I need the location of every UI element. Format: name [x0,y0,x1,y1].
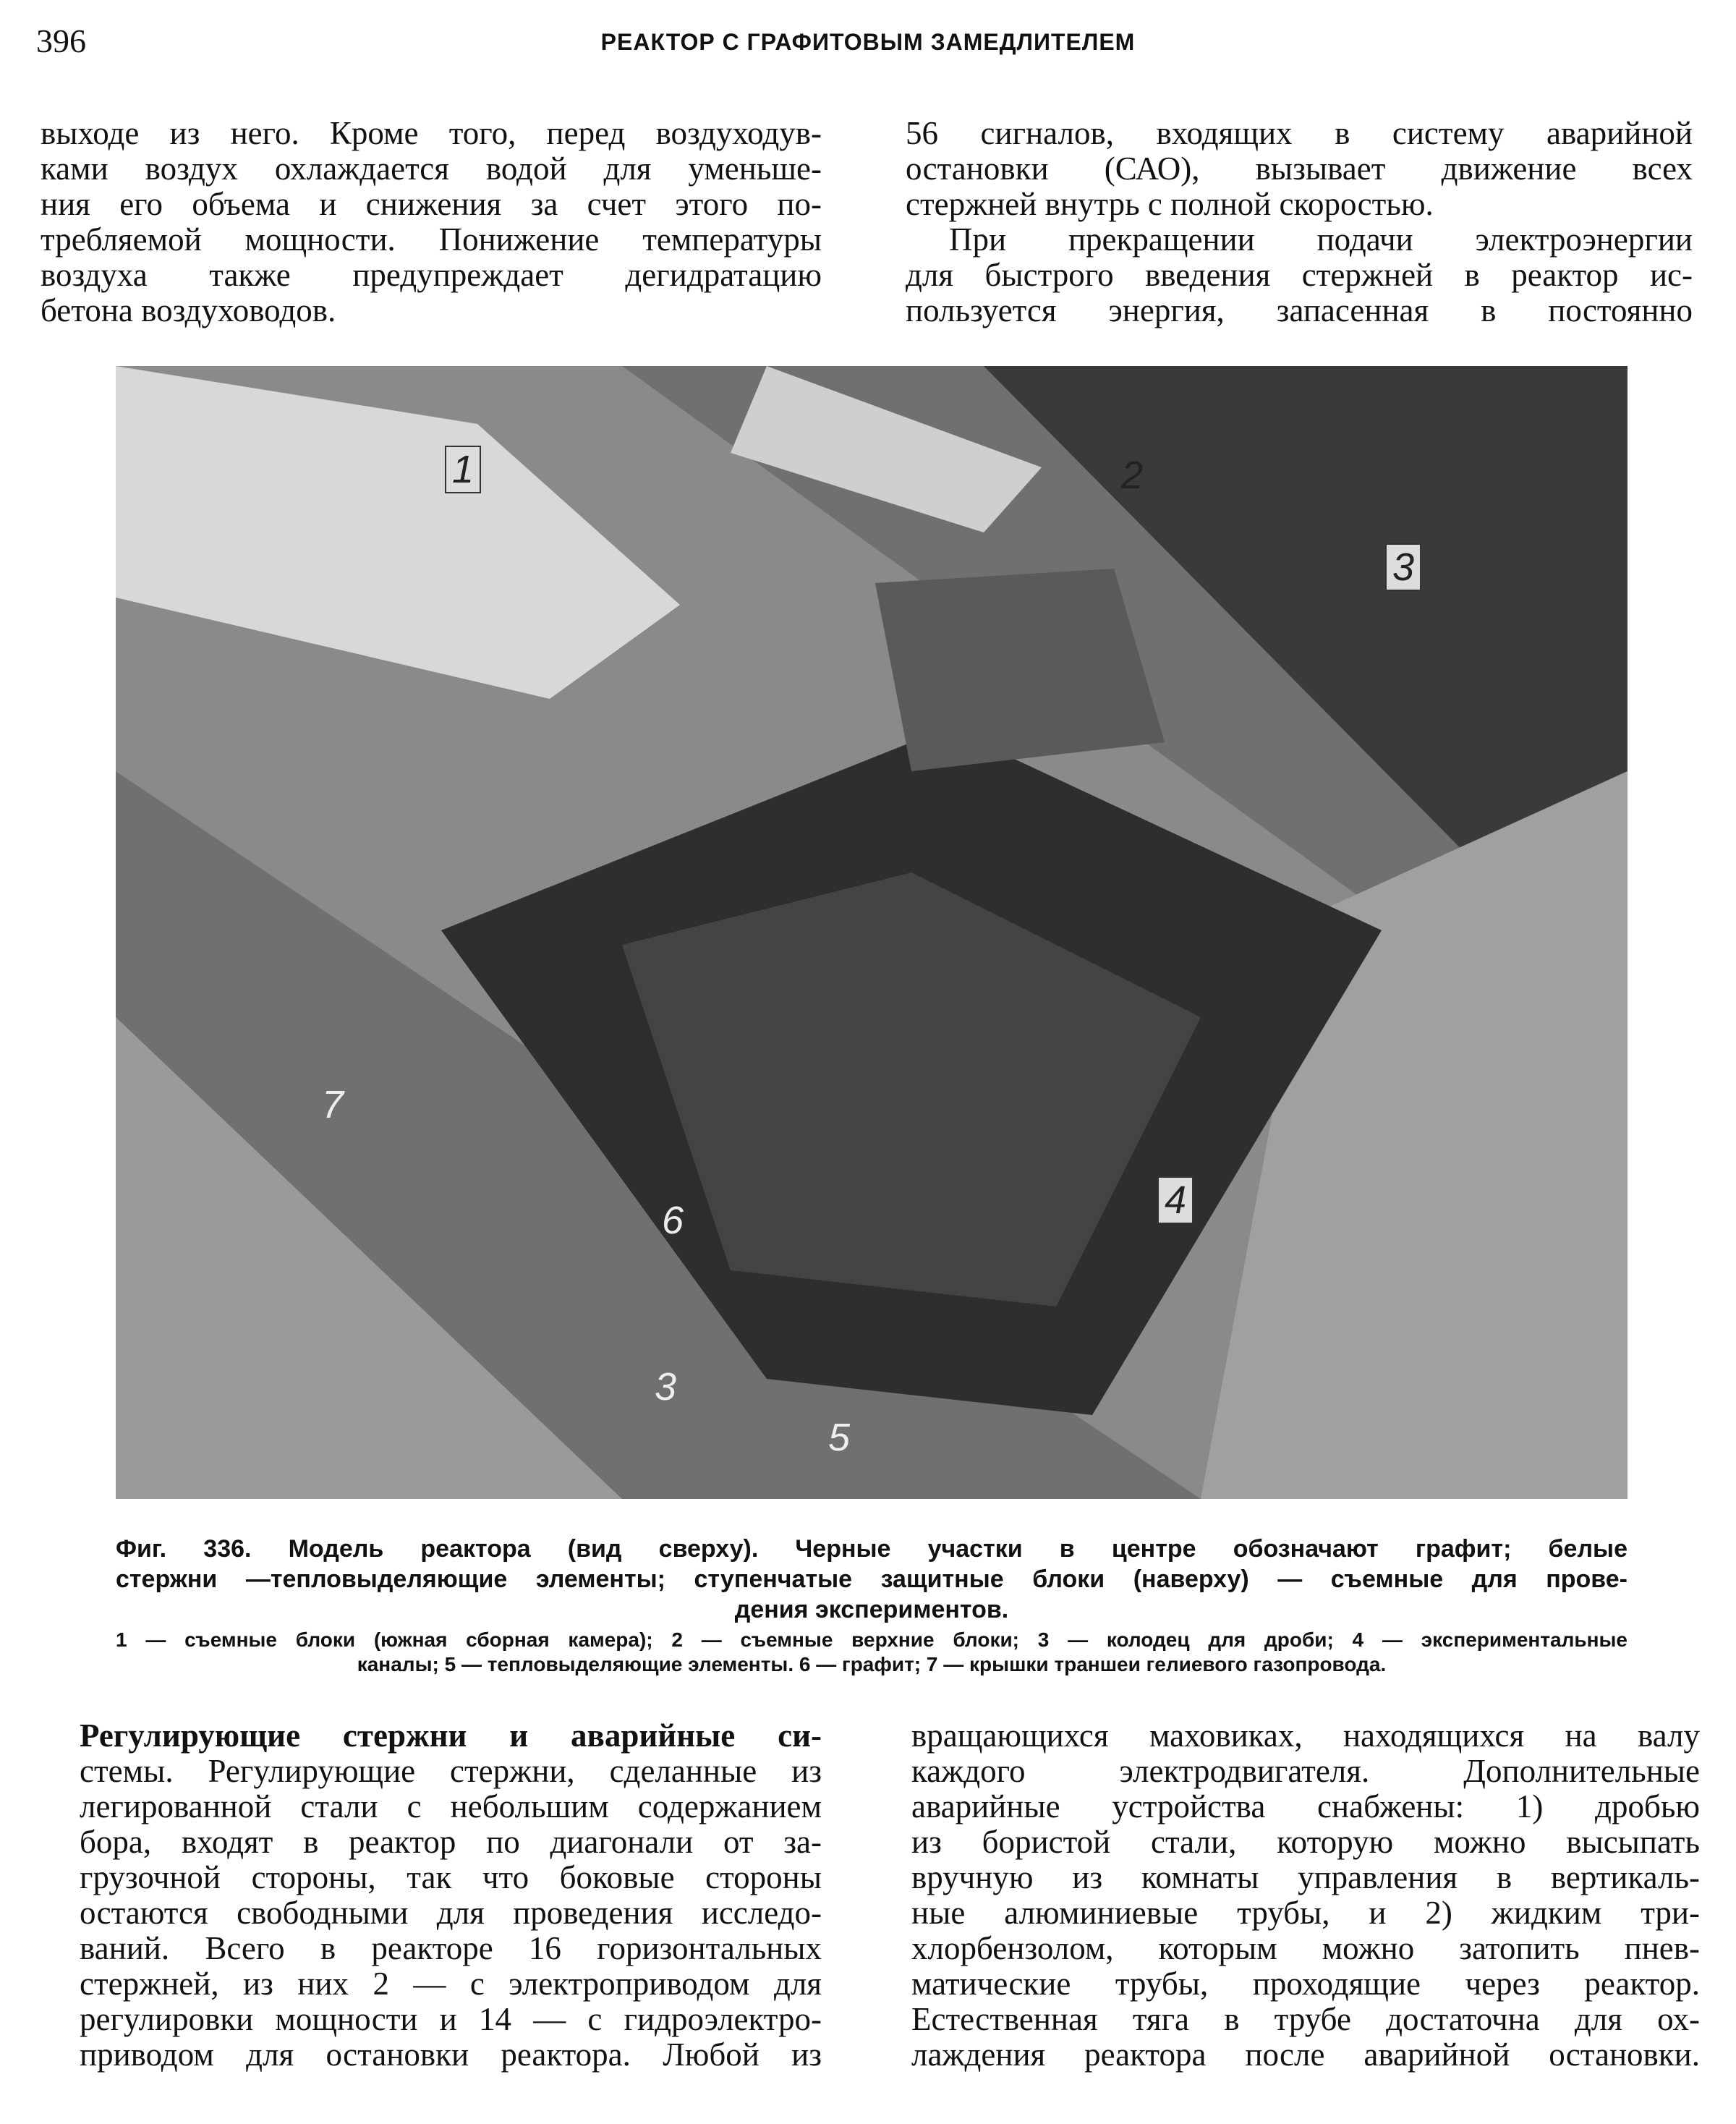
text-line: для быстрого введения стержней в реактор ис- [906,258,1693,293]
caption-line: Фиг. 336. Модель реактора (вид сверху). Черные участки в центре обозначают графит; белые [116,1535,1628,1563]
text-line: лаждения реактора после аварийной остановки. [911,2037,1700,2073]
text-line: каждого электродвигателя. Дополнительные [911,1754,1700,1789]
text-line: грузочной стороны, так что боковые стороны [80,1860,822,1895]
figure-caption [116,1534,1628,1625]
text-line: аварийные устройства снабжены: 1) дробью [911,1789,1700,1824]
top-left-column [41,116,822,328]
figure-label-1: 1 [445,446,481,493]
text-line: остановки (САО), вызывает движение всех [906,151,1693,187]
text-line: стержней, из них 2 — с электроприводом для [80,1966,822,2002]
text-line: стемы. Регулирующие стержни, сделанные из [80,1754,822,1789]
text-line: матические трубы, проходящие через реактор. [911,1966,1700,2002]
legend-line: 1 — съемные блоки (южная сборная камера); 2 — съемные верхние блоки; 3 — колодец для дроби; 4 — экспериментальные [116,1628,1628,1651]
figure-label-3b: 3 [655,1365,677,1409]
text-line: Естественная тяга в трубе достаточна для ох- [911,2002,1700,2037]
page-number: 396 [36,22,86,59]
text-line: бетона воздуховодов. [41,293,336,328]
text-line: приводом для остановки реактора. Любой из [80,2037,822,2073]
figure-label-6: 6 [662,1199,684,1242]
text-line: пользуется энергия, запасенная в постоянно [906,293,1693,328]
top-right-column [906,116,1693,328]
text-line: При прекращении подачи электроэнергии [949,222,1693,258]
reactor-photo-illustration [116,366,1628,1499]
text-line: требляемой мощности. Понижение температуры [41,222,822,258]
figure-legend [116,1628,1628,1677]
figure-label-7: 7 [322,1083,344,1126]
text-line: вручную из комнаты управления в вертикаль- [911,1860,1700,1895]
text-line: ные алюминиевые трубы, и 2) жидким три- [911,1895,1700,1931]
text-line: хлорбензолом, которым можно затопить пнев- [911,1931,1700,1966]
text-line: ния его объема и снижения за счет этого по- [41,187,822,222]
text-line: выходе из него. Кроме того, перед воздуходув- [41,116,822,151]
text-line: 56 сигналов, входящих в систему аварийной [906,116,1693,151]
text-line: остаются свободными для проведения исследо- [80,1895,822,1931]
text-line: вращающихся маховиках, находящихся на валу [911,1718,1700,1754]
caption-line: дения экспериментов. [734,1596,1009,1623]
bottom-right-column [911,1718,1700,2073]
section-heading: Регулирующие стержни и аварийные си- [80,1718,822,1754]
figure-label-2: 2 [1121,454,1144,497]
text-line: ками воздух охлаждается водой для уменьше- [41,151,822,187]
figure-label-3: 3 [1385,543,1421,591]
legend-line: каналы; 5 — тепловыделяющие элементы. 6 — графит; 7 — крышки траншеи гелиевого газопровода. [357,1653,1387,1675]
caption-line: стержни —тепловыделяющие элементы; ступенчатые защитные блоки (наверху) — съемные для прове- [116,1566,1628,1593]
figure-label-4: 4 [1157,1176,1194,1224]
text-line: из бористой стали, которую можно высыпать [911,1824,1700,1860]
text-line: стержней внутрь с полной скоростью. [906,187,1434,222]
text-line: легированной стали с небольшим содержанием [80,1789,822,1824]
text-line: воздуха также предупреждает дегидратацию [41,258,822,293]
reactor-model-photo [116,366,1628,1499]
running-title: РЕАКТОР С ГРАФИТОВЫМ ЗАМЕДЛИТЕЛЕМ [600,29,1136,55]
text-line: регулировки мощности и 14 — с гидроэлектро- [80,2002,822,2037]
bottom-left-column [80,1718,822,2073]
text-line: ваний. Всего в реакторе 16 горизонтальных [80,1931,822,1966]
text-line: бора, входят в реактор по диагонали от за- [80,1824,822,1860]
figure-label-5: 5 [828,1416,851,1459]
